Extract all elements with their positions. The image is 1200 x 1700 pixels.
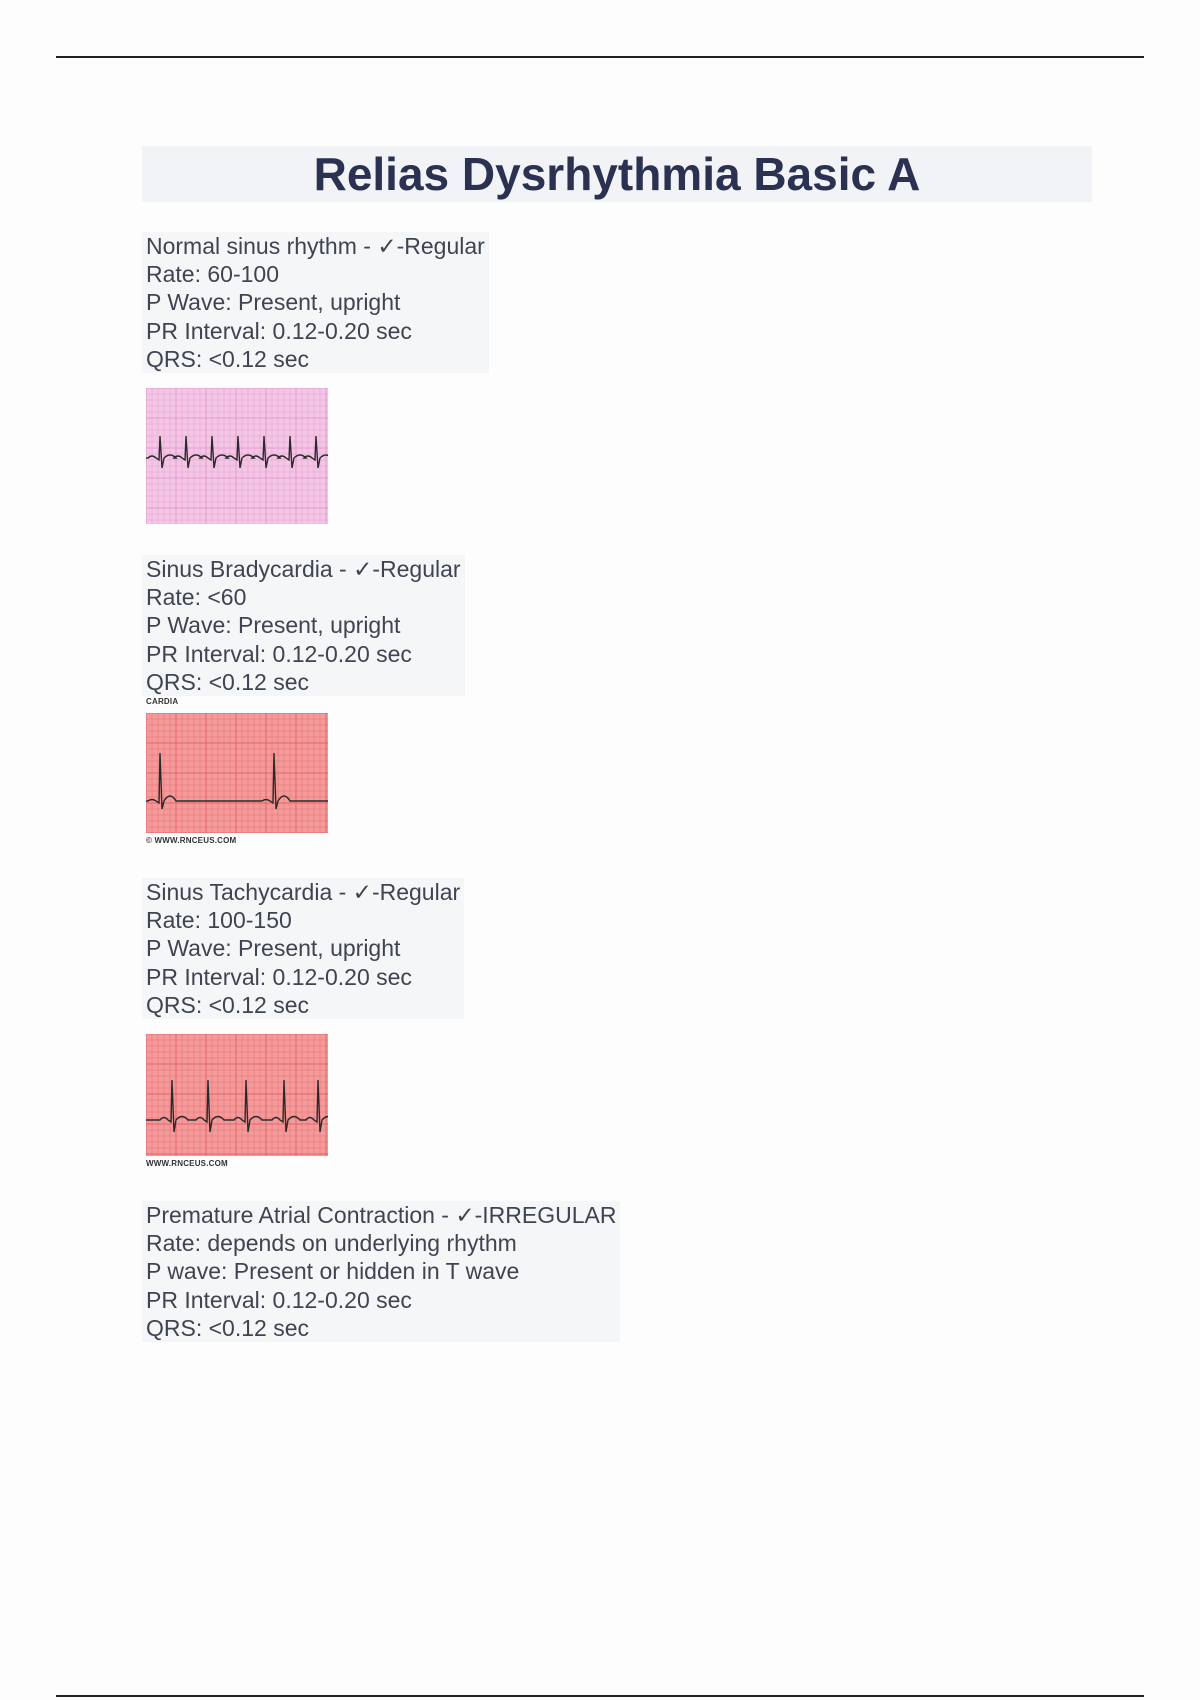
section-heading: Premature Atrial Contraction - ✓-IRREGULAR [146, 1202, 617, 1228]
section-heading: Sinus Bradycardia - ✓-Regular [146, 556, 461, 582]
section-sinus-tachycardia [142, 878, 464, 1019]
ecg-paper [146, 1034, 328, 1156]
pr-interval-line: PR Interval: 0.12-0.20 sec [146, 963, 412, 990]
footer-rule [56, 1695, 1144, 1697]
ecg-strip-sinus-tachycardia [146, 1034, 328, 1156]
section-text [142, 555, 465, 696]
pr-interval-line: PR Interval: 0.12-0.20 sec [146, 1286, 412, 1313]
qrs-line: QRS: <0.12 sec [146, 668, 309, 695]
section-text [142, 1201, 620, 1342]
header-rule [56, 56, 1144, 58]
qrs-line: QRS: <0.12 sec [146, 345, 309, 372]
rate-line: Rate: 100-150 [146, 907, 292, 934]
ecg-credit: © WWW.RNCEUS.COM [146, 836, 237, 845]
section-text [142, 232, 489, 373]
qrs-line: QRS: <0.12 sec [146, 1314, 309, 1341]
section-heading: Sinus Tachycardia - ✓-Regular [146, 879, 461, 905]
rate-line: Rate: <60 [146, 584, 247, 611]
section-heading: Normal sinus rhythm - ✓-Regular [146, 233, 485, 259]
ecg-credit: WWW.RNCEUS.COM [146, 1159, 228, 1168]
section-premature-atrial-contraction [142, 1201, 620, 1342]
section-sinus-bradycardia [142, 555, 465, 696]
page-title: Relias Dysrhythmia Basic A [313, 148, 921, 200]
ecg-strip-normal-sinus [146, 388, 328, 524]
p-wave-line: P wave: Present or hidden in T wave [146, 1258, 520, 1285]
qrs-line: QRS: <0.12 sec [146, 991, 309, 1018]
section-text [142, 878, 464, 1019]
ecg-strip-label: CARDIA [146, 697, 179, 706]
pr-interval-line: PR Interval: 0.12-0.20 sec [146, 317, 412, 344]
title-bar [142, 146, 1092, 202]
ecg-strip-sinus-bradycardia [146, 713, 328, 833]
section-normal-sinus [142, 232, 489, 373]
p-wave-line: P Wave: Present, upright [146, 289, 401, 316]
rate-line: Rate: 60-100 [146, 261, 279, 288]
rate-line: Rate: depends on underlying rhythm [146, 1230, 517, 1257]
ecg-grid [146, 713, 328, 833]
p-wave-line: P Wave: Present, upright [146, 935, 401, 962]
p-wave-line: P Wave: Present, upright [146, 612, 401, 639]
pr-interval-line: PR Interval: 0.12-0.20 sec [146, 640, 412, 667]
